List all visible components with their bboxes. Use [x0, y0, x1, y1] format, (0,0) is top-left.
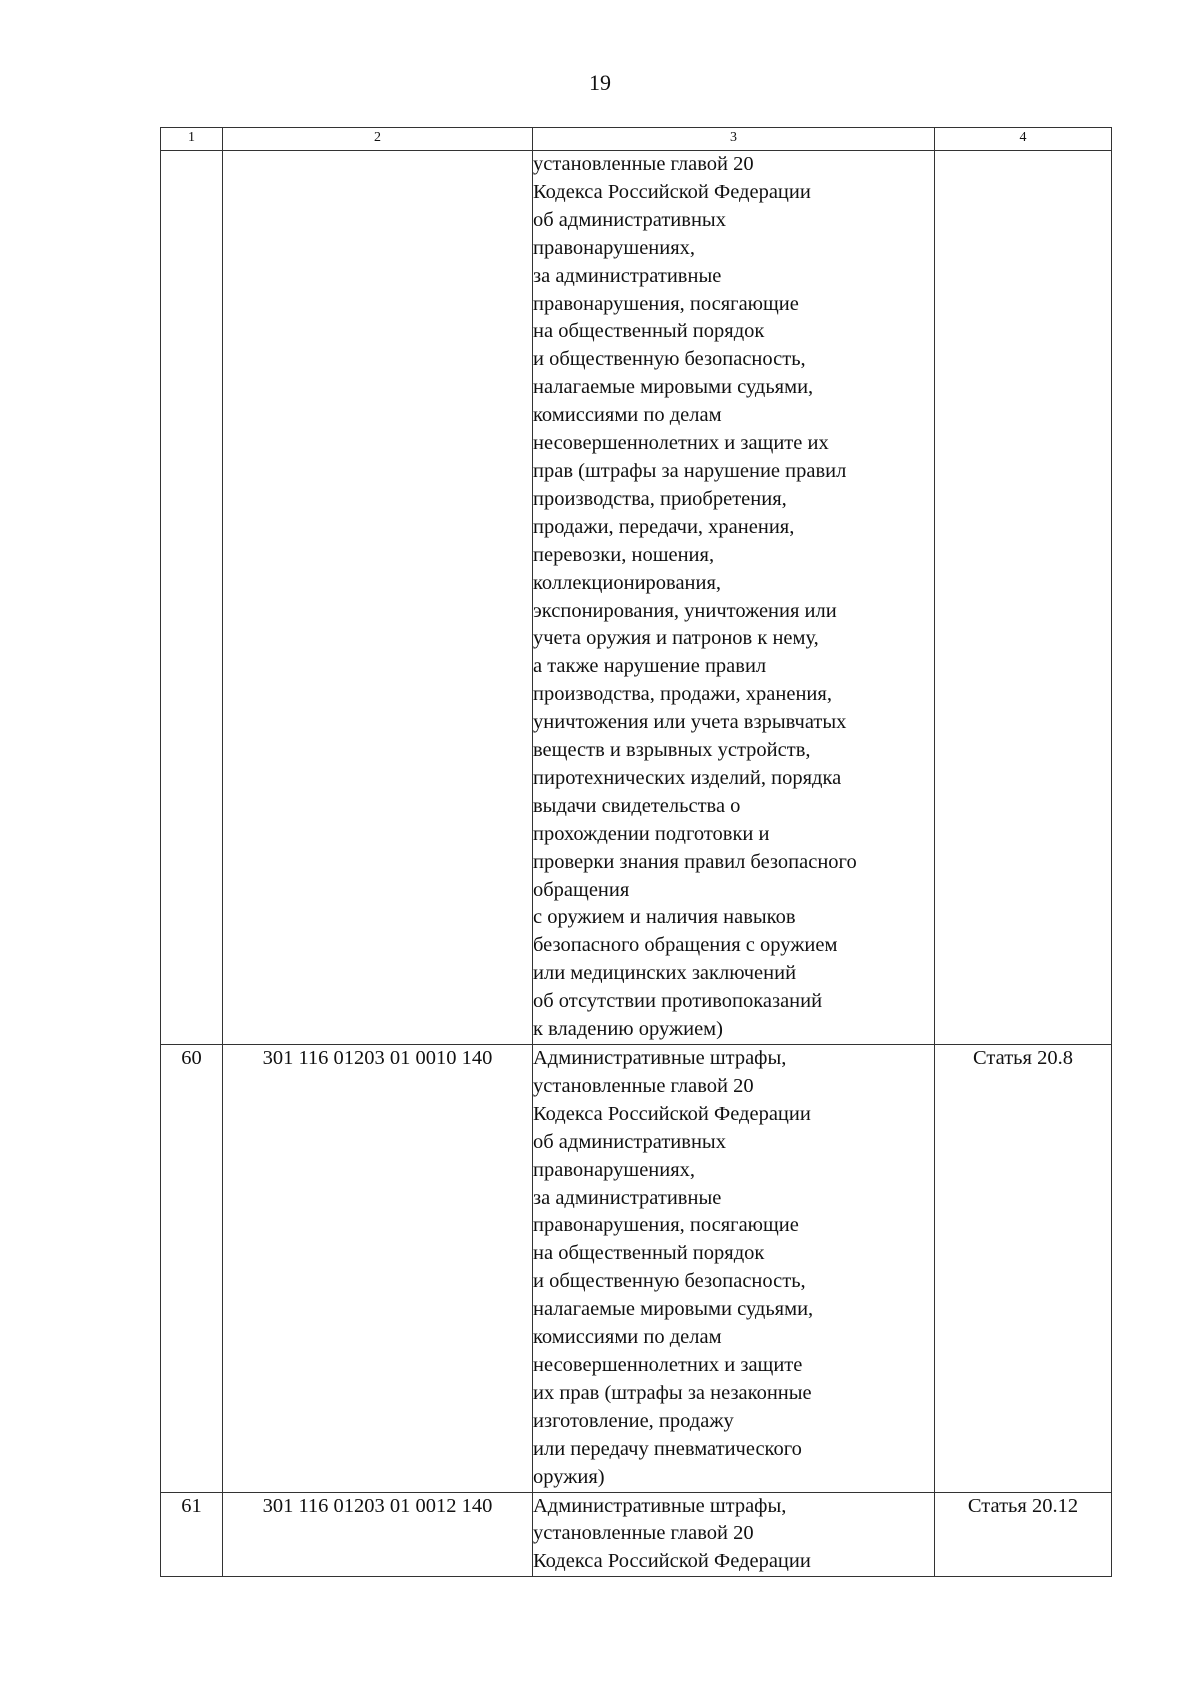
description-line: установленные главой 20 — [533, 153, 754, 175]
row-number — [161, 151, 223, 1045]
description-line: безопасного обращения с оружием — [533, 934, 838, 957]
description-line: учета оружия и патронов к нему, — [533, 627, 819, 650]
description-line: комиссиями по делам — [533, 404, 722, 427]
description-line: и общественную безопасность, — [533, 348, 806, 371]
description-line: изготовление, продажу — [533, 1409, 734, 1432]
description-line: прав (штрафы за нарушение правил — [533, 459, 847, 482]
description-line: правонарушения, посягающие — [533, 1214, 799, 1237]
description-line: за административные — [533, 264, 722, 287]
description-line: установленные главой 20 — [533, 1074, 754, 1097]
income-description — [533, 151, 935, 1045]
description-line: Кодекса Российской Федерации — [533, 1102, 811, 1125]
description-line: на общественный порядок — [533, 1242, 765, 1265]
code-article — [935, 151, 1112, 1045]
description-line: оружия) — [533, 1465, 605, 1488]
budget-codes-table — [160, 127, 1112, 1577]
description-line: к владению оружием) — [533, 1018, 723, 1041]
description-line: Административные штрафы, — [533, 1047, 787, 1069]
description-line: налагаемые мировыми судьями, — [533, 376, 814, 399]
table-header-row — [161, 128, 1112, 151]
description-line: проверки знания правил безопасного — [533, 850, 857, 873]
description-line: обращения — [533, 878, 630, 901]
description-line: налагаемые мировыми судьями, — [533, 1298, 814, 1321]
description-line: Административные штрафы, — [533, 1494, 787, 1517]
description-line: коллекционирования, — [533, 571, 722, 594]
table-row — [161, 1045, 1112, 1493]
description-line: несовершеннолетних и защите — [533, 1353, 803, 1376]
header-col-4: 4 — [935, 128, 1112, 151]
description-line: об административных — [533, 1130, 726, 1153]
income-description — [533, 1045, 935, 1493]
budget-classification-code: 301 116 01203 01 0010 140 — [223, 1045, 533, 1493]
budget-classification-code — [223, 151, 533, 1045]
description-line: перевозки, ношения, — [533, 543, 715, 566]
income-description — [533, 1492, 935, 1577]
description-line: правонарушениях, — [533, 236, 696, 259]
description-line: выдачи свидетельства о — [533, 794, 741, 817]
description-line: или медицинских заключений — [533, 962, 797, 985]
description-line: на общественный порядок — [533, 320, 765, 343]
description-line: прохождении подготовки и — [533, 822, 770, 845]
code-article: Статья 20.8 — [935, 1045, 1112, 1493]
budget-classification-code: 301 116 01203 01 0012 140 — [223, 1492, 533, 1577]
table-row — [161, 151, 1112, 1045]
description-line: установленные главой 20 — [533, 1522, 754, 1545]
description-line: комиссиями по делам — [533, 1326, 722, 1349]
description-line: производства, продажи, хранения, — [533, 683, 832, 706]
description-line: правонарушения, посягающие — [533, 292, 799, 315]
description-line: или передачу пневматического — [533, 1437, 802, 1460]
code-article: Статья 20.12 — [935, 1492, 1112, 1577]
header-col-2: 2 — [223, 128, 533, 151]
description-line: уничтожения или учета взрывчатых — [533, 711, 847, 734]
description-line: веществ и взрывных устройств, — [533, 739, 811, 762]
description-line: и общественную безопасность, — [533, 1270, 806, 1293]
page-number: 19 — [589, 70, 611, 95]
description-line: а также нарушение правил — [533, 655, 767, 678]
table-row — [161, 1492, 1112, 1577]
description-line: об административных — [533, 208, 726, 231]
table-body — [161, 151, 1112, 1577]
description-line: производства, приобретения, — [533, 487, 787, 510]
description-line: за административные — [533, 1186, 722, 1209]
row-number: 61 — [161, 1492, 223, 1577]
header-col-1: 1 — [161, 128, 223, 151]
description-line: Кодекса Российской Федерации — [533, 1550, 811, 1573]
description-line: продажи, передачи, хранения, — [533, 515, 795, 538]
description-line: несовершеннолетних и защите их — [533, 432, 829, 455]
header-col-3: 3 — [533, 128, 935, 151]
description-line: правонарушениях, — [533, 1158, 696, 1181]
description-line: экспонирования, уничтожения или — [533, 599, 837, 622]
description-line: пиротехнических изделий, порядка — [533, 766, 842, 789]
description-line: об отсутствии противопоказаний — [533, 990, 823, 1013]
row-number: 60 — [161, 1045, 223, 1493]
description-line: их прав (штрафы за незаконные — [533, 1381, 812, 1404]
description-line: с оружием и наличия навыков — [533, 906, 796, 929]
description-line: Кодекса Российской Федерации — [533, 180, 811, 203]
